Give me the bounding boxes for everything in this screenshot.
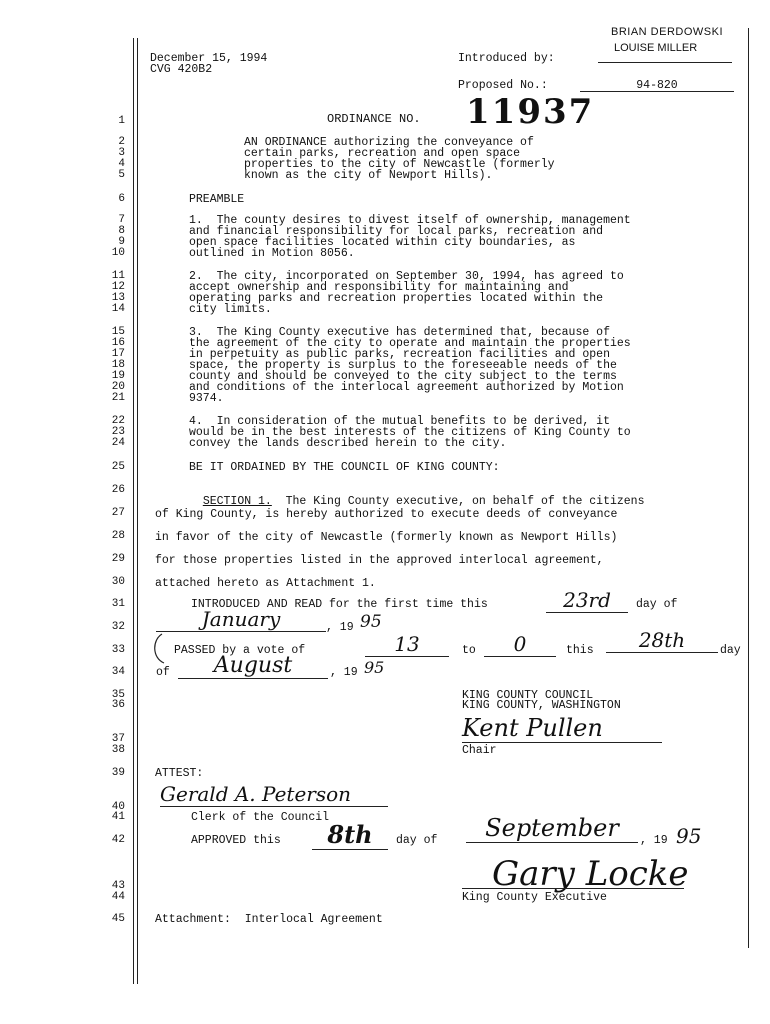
line-number: 7	[118, 214, 125, 226]
clerk-role: Clerk of the Council	[191, 811, 330, 824]
line-number: 4	[118, 158, 125, 170]
title-line: known as the city of Newport Hills).	[244, 169, 493, 182]
introduced-year-prefix: , 19	[326, 621, 354, 634]
line-number: 5	[118, 169, 125, 181]
introduced-by-label: Introduced by:	[458, 52, 555, 65]
attachment-note: Attachment: Interlocal Agreement	[155, 913, 383, 926]
line-number: 23	[111, 426, 125, 438]
attest-label: ATTEST:	[155, 767, 204, 780]
vote-circle-mark	[148, 630, 188, 666]
introduced-by-line	[598, 62, 732, 63]
line-number: 20	[111, 381, 125, 393]
preamble-line: open space facilities located within city boundaries, as	[189, 236, 576, 249]
line-number: 1	[118, 115, 125, 127]
passed-year-prefix: , 19	[330, 666, 358, 679]
preamble-line: convey the lands described herein to the city.	[189, 437, 507, 450]
passed-this: this	[566, 644, 594, 657]
council-line-1: KING COUNTY COUNCIL	[462, 689, 594, 702]
preamble-line: 2. The city, incorporated on September 30, 1994, has agreed to	[189, 270, 624, 283]
introduced-day: 23rd	[546, 588, 628, 613]
line-number: 9	[118, 236, 125, 248]
line-number: 6	[118, 193, 125, 205]
line-number: 27	[111, 507, 125, 519]
preamble-line: would be in the best interests of the citizens of King County to	[189, 426, 631, 439]
executive-signature-line	[462, 888, 684, 889]
line-number: 43	[111, 880, 125, 892]
line-number: 3	[118, 147, 125, 159]
line-number: 42	[111, 834, 125, 846]
line-number: 11	[111, 270, 125, 282]
line-number: 18	[111, 359, 125, 371]
line-number: 19	[111, 370, 125, 382]
executive-role: King County Executive	[462, 891, 607, 904]
preamble-line: 1. The county desires to divest itself of ownership, management	[189, 214, 631, 227]
section-first-text: The King County executive, on behalf of the citizens	[271, 495, 645, 508]
line-number: 32	[111, 621, 125, 633]
section-line: attached hereto as Attachment 1.	[155, 577, 376, 590]
line-number: 13	[111, 292, 125, 304]
passed-to: to	[462, 644, 476, 657]
line-number: 12	[111, 281, 125, 293]
line-number: 34	[111, 666, 125, 678]
line-number: 37	[111, 733, 125, 745]
preamble-line: in perpetuity as public parks, recreation facilities and open	[189, 348, 610, 361]
ordained-clause: BE IT ORDAINED BY THE COUNCIL OF KING COUNTY:	[189, 461, 500, 474]
margin-rule-right	[137, 38, 138, 984]
line-number: 31	[111, 598, 125, 610]
line-number: 30	[111, 576, 125, 588]
line-number: 38	[111, 744, 125, 756]
line-number: 33	[111, 644, 125, 656]
line-number: 45	[111, 913, 125, 925]
section-line	[189, 485, 645, 507]
chair-signature: Kent Pullen	[462, 714, 662, 743]
right-border	[748, 28, 749, 948]
line-number: 15	[111, 326, 125, 338]
preamble-line: accept ownership and responsibility for maintaining and	[189, 281, 569, 294]
preamble-heading: PREAMBLE	[189, 193, 245, 206]
section-label: SECTION 1.	[202, 495, 272, 508]
line-number: 40	[111, 801, 125, 813]
line-number: 22	[111, 415, 125, 427]
approved-month: September	[466, 814, 638, 843]
line-number: 28	[111, 530, 125, 542]
approved-day: 8th	[312, 820, 388, 850]
proposed-no: 94-820	[580, 80, 734, 92]
passed-month: August	[178, 653, 328, 679]
line-number: 10	[111, 247, 125, 259]
approved-year: 95	[676, 824, 702, 848]
preamble-line: 9374.	[189, 392, 224, 405]
introduced-text: INTRODUCED AND READ for the first time this	[191, 598, 488, 611]
approved-year-prefix: , 19	[640, 834, 668, 847]
preamble-line: 3. The King County executive has determined that, because of	[189, 326, 610, 339]
line-number: 41	[111, 811, 125, 823]
executive-signature: Gary Locke	[492, 854, 689, 894]
sponsor-1: BRIAN DERDOWSKI	[611, 26, 724, 38]
passed-day-label: day	[720, 644, 741, 657]
passed-text: PASSED by a vote of	[174, 644, 306, 657]
header-date: December 15, 1994	[150, 52, 268, 65]
preamble-line: 4. In consideration of the mutual benefits to be derived, it	[189, 415, 610, 428]
passed-year: 95	[364, 658, 385, 677]
section-line: in favor of the city of Newcastle (formerly known as Newport Hills)	[155, 531, 618, 544]
line-number: 36	[111, 699, 125, 711]
clerk-signature: Gerald A. Peterson	[160, 782, 388, 807]
line-number: 39	[111, 767, 125, 779]
line-number: 26	[111, 484, 125, 496]
passed-day: 28th	[606, 628, 718, 653]
passed-no: 0	[484, 632, 556, 657]
preamble-line: operating parks and recreation properties located within the	[189, 292, 604, 305]
line-number: 21	[111, 392, 125, 404]
preamble-line: space, the property is surplus to the foreseeable needs of the	[189, 359, 617, 372]
introduced-month: January	[156, 607, 326, 632]
line-number: 25	[111, 461, 125, 473]
header-code: CVG 420B2	[150, 63, 213, 76]
line-number: 24	[111, 437, 125, 449]
title-line: certain parks, recreation and open space	[244, 147, 521, 160]
approved-day-of: day of	[396, 834, 438, 847]
sponsor-2: LOUISE MILLER	[614, 42, 698, 54]
line-number: 16	[111, 337, 125, 349]
line-number: 2	[118, 136, 125, 148]
proposed-label: Proposed No.:	[458, 79, 548, 92]
preamble-line: city limits.	[189, 303, 272, 316]
line-number: 44	[111, 891, 125, 903]
section-line: for those properties listed in the approved interlocal agreement,	[155, 554, 604, 567]
margin-rule-left	[133, 38, 134, 984]
line-number: 17	[111, 348, 125, 360]
section-line: of King County, is hereby authorized to execute deeds of conveyance	[155, 508, 618, 521]
line-number: 14	[111, 303, 125, 315]
approved-text: APPROVED this	[191, 834, 281, 847]
title-line: AN ORDINANCE authorizing the conveyance of	[244, 136, 534, 149]
passed-yes: 13	[365, 632, 449, 657]
title-line: properties to the city of Newcastle (formerly	[244, 158, 555, 171]
introduced-year: 95	[360, 612, 382, 632]
preamble-line: and financial responsibility for local parks, recreation and	[189, 225, 604, 238]
ordinance-label: ORDINANCE NO.	[327, 112, 421, 126]
line-number: 29	[111, 553, 125, 565]
line-number: 35	[111, 689, 125, 701]
chair-role: Chair	[462, 744, 497, 757]
preamble-line: outlined in Motion 8056.	[189, 247, 355, 260]
line-number: 8	[118, 225, 125, 237]
passed-of: of	[156, 666, 170, 679]
preamble-line: the agreement of the city to operate and maintain the properties	[189, 337, 631, 350]
introduced-day-of: day of	[636, 598, 678, 611]
preamble-line: county and should be conveyed to the city subject to the terms	[189, 370, 617, 383]
ordinance-number: 11937	[466, 92, 595, 132]
council-line-2: KING COUNTY, WASHINGTON	[462, 699, 621, 712]
preamble-line: and conditions of the interlocal agreement authorized by Motion	[189, 381, 624, 394]
